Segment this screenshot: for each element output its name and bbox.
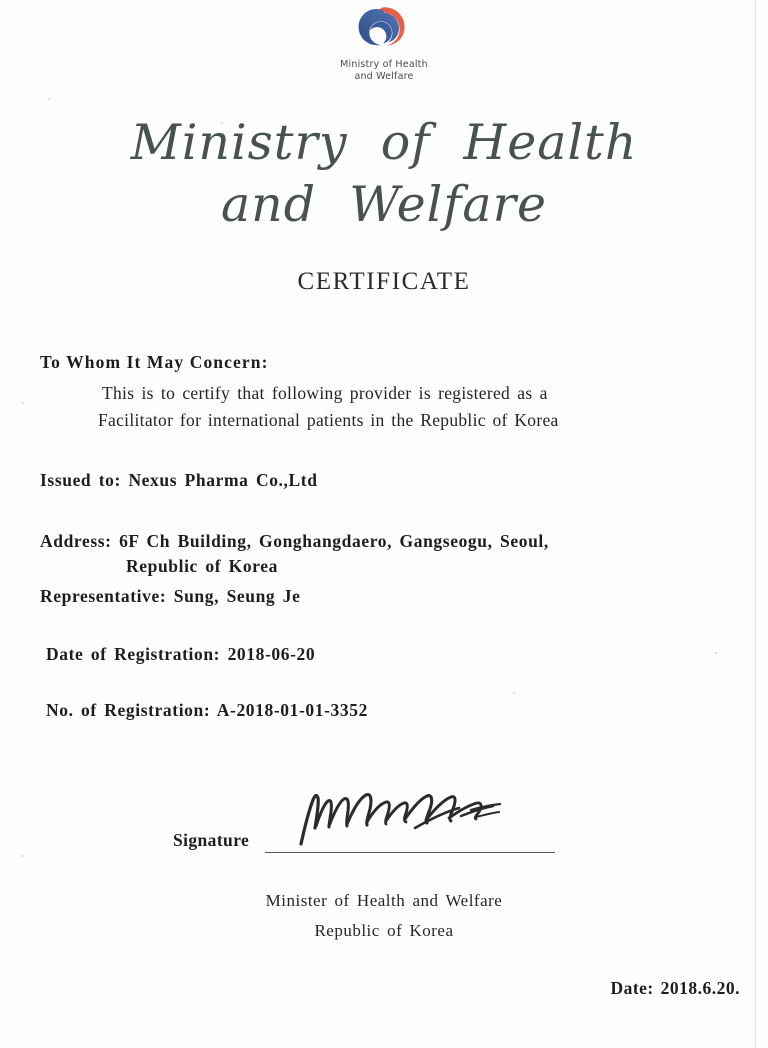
- document-title: [0, 112, 768, 236]
- certificate-body: [40, 352, 720, 721]
- no-of-registration-label: No. of Registration:: [46, 700, 211, 720]
- statement-line-1: This is to certify that following provider is registered as a: [102, 383, 548, 403]
- date-of-registration-label: Date of Registration:: [46, 644, 221, 664]
- emblem-caption: [0, 59, 768, 83]
- handwritten-signature-icon: [293, 786, 523, 848]
- signer-title-line1: Minister of Health and Welfare: [265, 891, 503, 910]
- scan-speck: [22, 402, 24, 404]
- scan-speck: [22, 855, 24, 857]
- salutation: To Whom It May Concern:: [40, 352, 269, 372]
- signature-row: [173, 828, 593, 858]
- document-title-line1: Ministry of Health: [130, 114, 638, 171]
- address-value-line2: Republic of Korea: [126, 556, 278, 576]
- issued-to-value: Nexus Pharma Co.,Ltd: [128, 470, 318, 490]
- issue-date-label: Date:: [610, 978, 654, 998]
- issued-to-field: [40, 470, 720, 491]
- no-of-registration-value: A-2018-01-01-3352: [216, 700, 368, 720]
- document-title-line2: and Welfare: [220, 176, 548, 233]
- emblem-caption-line2: and Welfare: [354, 71, 414, 82]
- signer-title-block: [0, 886, 768, 946]
- representative-field: [40, 586, 720, 607]
- statement-line-2: Facilitator for international patients in the Republic of Korea: [98, 410, 559, 430]
- signature-label: Signature: [173, 830, 250, 850]
- emblem-caption-line1: Ministry of Health: [340, 59, 428, 70]
- no-of-registration-field: [40, 700, 720, 721]
- date-of-registration-value: 2018-06-20: [227, 644, 316, 664]
- signer-title-line2: Republic of Korea: [314, 921, 454, 940]
- date-of-registration-field: [40, 644, 720, 665]
- issued-to-label: Issued to:: [40, 470, 121, 490]
- address-value-line1: 6F Ch Building, Gonghangdaero, Gangseogu, Seoul,: [119, 531, 549, 551]
- signature-rule: [265, 852, 555, 853]
- issue-date-value: 2018.6.20.: [660, 978, 740, 998]
- representative-label: Representative:: [40, 586, 167, 606]
- certificate-heading: CERTIFICATE: [297, 268, 471, 295]
- issue-date: [610, 978, 740, 999]
- address-label: Address:: [40, 531, 112, 551]
- representative-value: Sung, Seung Je: [173, 586, 301, 606]
- scan-speck: [48, 98, 50, 100]
- address-field: [40, 531, 720, 552]
- korea-taegeuk-swirl-icon: [350, 4, 418, 56]
- ministry-emblem-block: [0, 4, 768, 83]
